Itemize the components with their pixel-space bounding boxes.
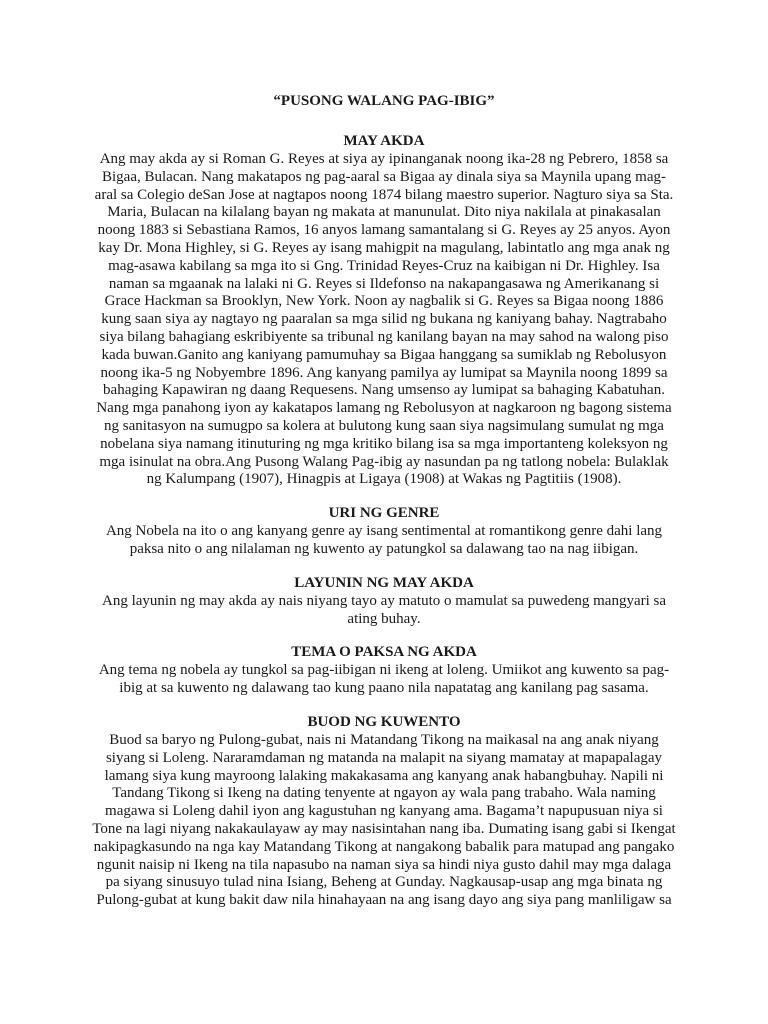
section-body [82,662,686,698]
section [82,504,686,559]
body-line: ngunit naisip ni Ikeng na tila napasubo na naman siya sa hindi niya gusto dahil may mga dalaga [96,856,672,873]
section [82,643,686,698]
body-line: Buod sa baryo ng Pulong-gubat, nais ni Matandang Tikong na maikasal na ang anak niyang [109,731,659,748]
body-line: kada buwan.Ganito ang kaniyang pamumuhay sa Bigaa hanggang sa sumiklab ng Rebolusyon [101,346,667,363]
body-line: siya bilang bahagiang eskribiyente sa tribunal ng kanilang bayan na may sahod na walong piso [99,328,669,345]
body-line: Ang Nobela na ito o ang kanyang genre ay isang sentimental at romantikong genre dahi lang [105,523,663,540]
body-line: Maria, Bulacan na kilalang bayan ng makata at manunulat. Dito niya nakilala at pinakasalan [107,204,661,221]
body-line: Grace Hackman sa Brooklyn, New York. Noon ay nagbalik si G. Reyes sa Bigaa noong 1886 [104,293,664,310]
body-line: naman sa mgaanak na lalaki ni G. Reyes si Ildefonso na nakapangasawa ng Amerikanang si [108,275,660,292]
body-line: nakipagkasundo na nga kay Matandang Tikong at nangakong babalik para matupad ang pangako [93,838,675,855]
section-body [82,732,686,910]
body-line: Bigaa, Bulacan. Nang makatapos ng pag-aaral sa Bigaa ay dinala siya sa Maynila upang mag- [102,168,666,185]
body-line: mga isinulat na obra.Ang Pusong Walang Pag-ibig ay nasundan pa ng tatlong nobela: Bulaklak [99,453,669,470]
body-line: kung saan siya ay nagtayo ng paaralan sa mga silid ng bukana ng kaniyang bahay. Nagtrabaho [101,311,667,328]
section-heading: URI NG GENRE [328,505,440,522]
body-line: noong ika-5 ng Nobyembre 1896. Ang kanyang pamilya ay lumipat sa Maynila noong 1899 sa [100,364,668,381]
body-line: Ang tema ng nobela ay tungkol sa pag-iibigan ni ikeng at loleng. Umiikot ang kuwento sa pag- [98,662,670,679]
body-line: ating buhay. [347,610,421,627]
body-line: kay Dr. Mona Highley, si G. Reyes ay isang mahigpit na magulang, labintatlo ang mga anak ng [98,239,670,256]
section-heading: TEMA O PAKSA NG AKDA [291,644,477,661]
body-line: magawa si Loleng dahil iyon ang kagustuhan ng kanyang ama. Bagama’t napupusuan niya si [105,803,663,820]
body-line: lamang siya kung mayroong lalaking makakasama ang kanyang anak habangbuhay. Napili ni [104,767,664,784]
body-line: Ang layunin ng may akda ay nais niyang tayo ay matuto o mamulat sa puwedeng mangyari sa [101,592,667,609]
body-line: ng Kalumpang (1907), Hinagpis at Ligaya (1908) at Wakas ng Pagtitiis (1908). [146,471,622,488]
body-line: Pulong-gubat at kung bakit daw nila hinahayaan na ang isang dayo ang siya pang manliligaw sa [96,892,672,909]
section-body [82,151,686,489]
body-line: noong 1883 si Sebastiana Ramos, 16 anyos lamang samantalang si G. Reyes ay 25 anyos. Ayon [97,222,671,239]
body-line: nobelana siya namang itinuturing ng mga kritiko bilang isa sa mga importanteng koleksyon ng [100,435,668,452]
body-line: pa siyang sinusuyo tulad nina Isiang, Beheng at Gunday. Nagkausap-usap ang mga binata ng [105,874,663,891]
body-line: Tone na lagi niyang nakakaulayaw ay may nasisintahan nang iba. Dumating isang gabi si Ikengat [92,820,676,837]
body-line: ibig at sa kuwento ng dalawang tao kung paano nila napatatag ang kanilang pag sasama. [119,680,649,697]
section [82,713,686,910]
section-heading: LAYUNIN NG MAY AKDA [294,574,474,591]
body-line: aral sa Colegio deSan Jose at nagtapos noong 1874 bilang maestro superior. Nagturo siya sa Sta. [94,186,674,203]
body-line: Tandang Tikong si Ikeng na dating tenyente at ngayon ay wala pang trabaho. Wala naming [112,785,656,802]
body-line: paksa nito o ang nilalaman ng kuwento ay patungkol sa dalawang tao na nag iibigan. [129,540,639,557]
body-line: ng sanitasyon na sumugpo sa kolera at bulutong kung saan siya nagsimulang sumulat ng mga [104,417,664,434]
document-page [82,92,686,925]
section-heading: BUOD NG KUWENTO [307,713,461,730]
section [82,574,686,629]
body-line: Nang mga panahong iyon ay kakatapos lamang ng Rebolusyon at nagkaroon ng bagong sistema [96,400,672,417]
body-line: mag-asawa kabilang sa mga ito si Gng. Trinidad Reyes-Cruz na kaibigan ni Dr. Highley. Isa [108,257,660,274]
body-line: Ang may akda ay si Roman G. Reyes at siya ay ipinanganak noong ika-28 ng Pebrero, 1858 sa [99,151,669,167]
body-line: bahaging Kapawiran ng daang Requesens. Nang umsenso ay lumipat sa bahaging Kabatuhan. [103,382,665,399]
section [82,132,686,489]
body-line: siyang si Loleng. Nararamdaman ng matanda na malapit na siyang mamatay at mapapalagay [105,749,663,766]
section-heading: MAY AKDA [343,133,425,149]
document-sections [82,132,686,910]
section-body [82,523,686,559]
section-body [82,593,686,629]
document-title: “PUSONG WALANG PAG-IBIG” [273,93,495,109]
